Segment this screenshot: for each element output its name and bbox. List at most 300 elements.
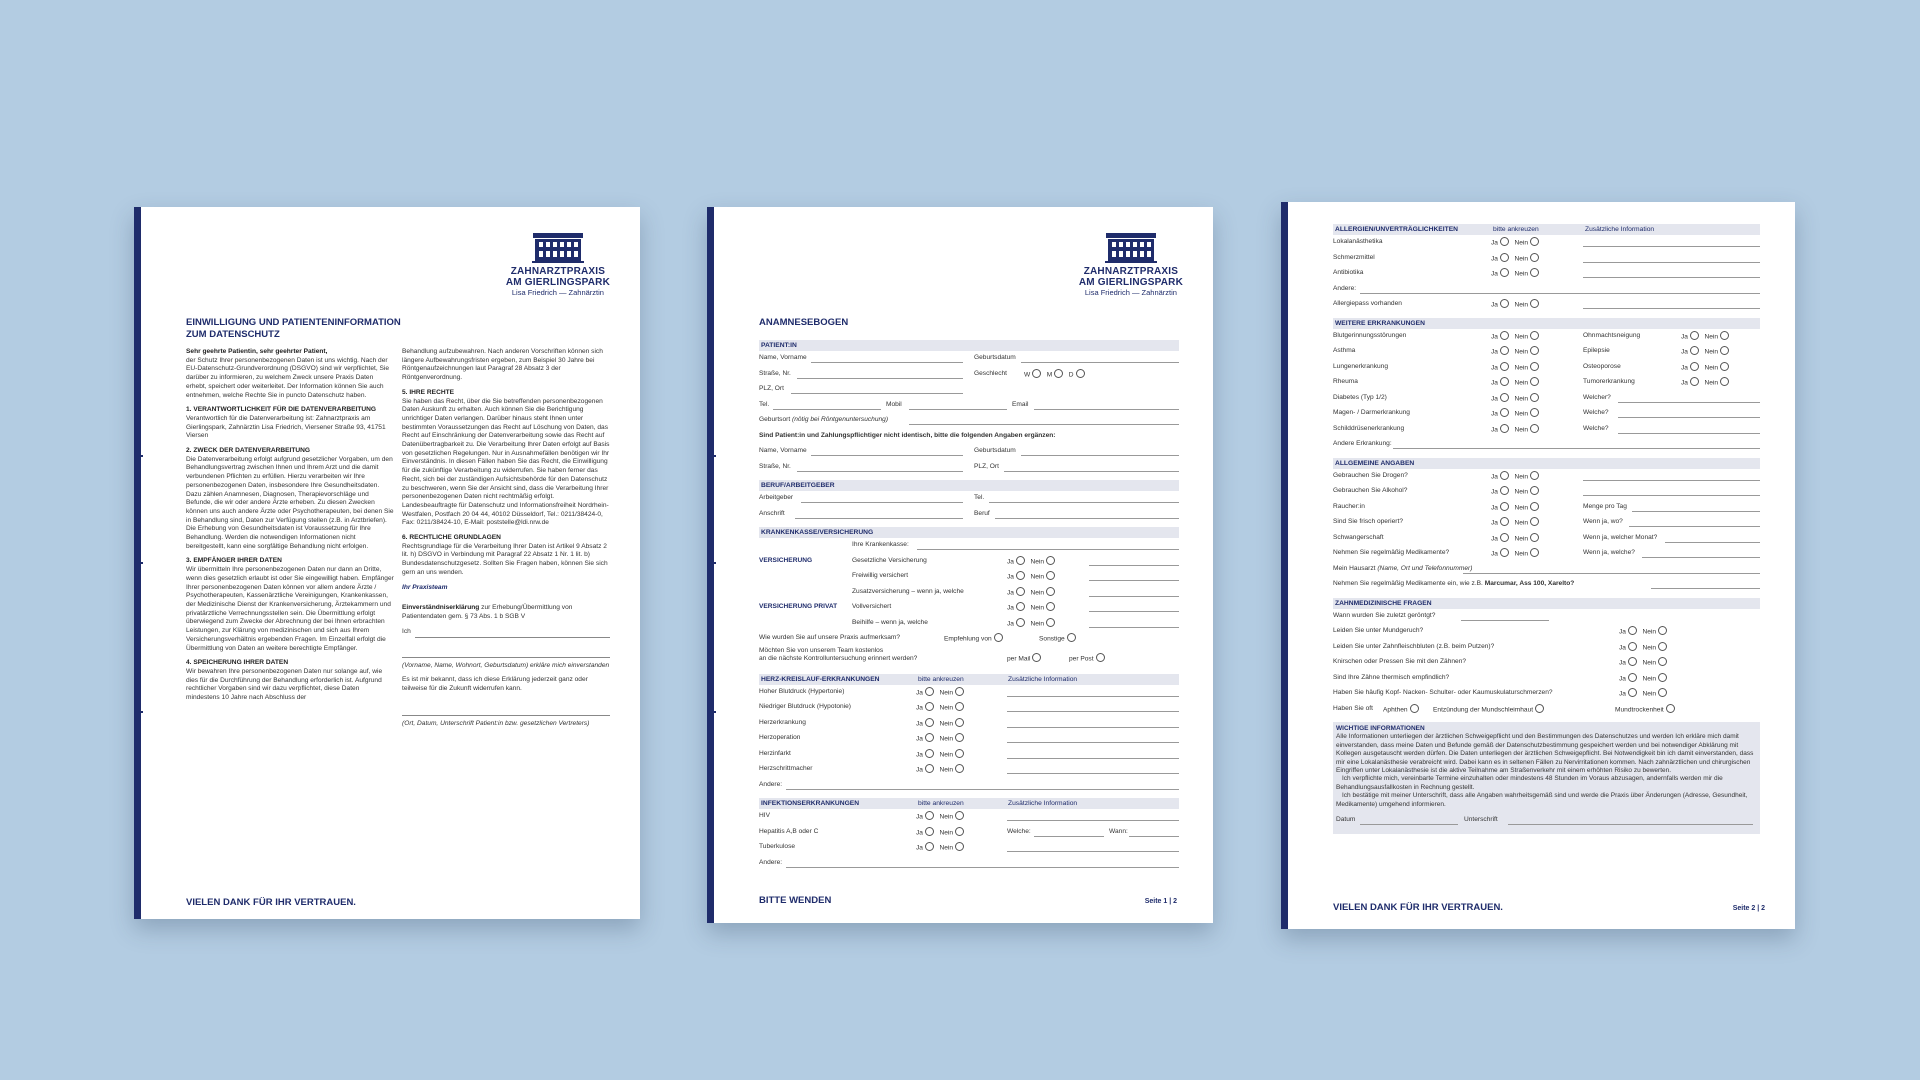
no-label: Nein [1514,519,1529,527]
paragraph [186,406,394,441]
plz-input[interactable] [791,393,963,394]
yes-label: Ja [1491,270,1498,278]
yes-radio[interactable] [1628,626,1637,635]
row-hausarzt [1333,562,1760,578]
which-input[interactable] [1034,836,1104,837]
yes-radio[interactable] [925,733,934,742]
no-label: Nein [1514,488,1529,496]
yes-no-group [1491,269,1539,278]
insurance-group-label: VERSICHERUNG PRIVAT [759,603,838,610]
dental-row [1333,686,1760,702]
info-input[interactable] [1007,851,1179,852]
yes-label: Ja [916,735,923,743]
section-title: ZAHNMEDIZINISCHE FRAGEN [1335,599,1432,607]
anamnesis-form-part1 [759,335,1179,871]
xray-date-input[interactable] [1461,620,1549,621]
title-line: ZUM DATENSCHUTZ [186,329,280,340]
section-general [1333,458,1760,469]
insurance-info-input[interactable] [1089,596,1179,597]
label: Welcher? [1583,393,1611,401]
label: Name, Vorname [759,447,807,454]
yes-radio[interactable] [1690,331,1699,340]
label: Knirschen oder Pressen Sie mit den Zähnen? [1333,658,1467,665]
label: Schilddrüsenerkrankung [1333,424,1405,432]
yes-radio[interactable] [1500,533,1509,542]
yes-radio[interactable] [1628,642,1637,651]
option-label: D [1068,370,1074,378]
no-radio[interactable] [955,811,964,820]
payer-name-input[interactable] [811,455,963,456]
info-input[interactable] [1007,758,1179,759]
employer-input[interactable] [801,502,963,503]
no-radio[interactable] [1530,471,1539,480]
column-header: Zusätzliche Information [1008,675,1078,683]
no-label: Nein [1514,550,1529,558]
yes-no-group [916,828,964,837]
no-radio[interactable] [1530,502,1539,511]
no-radio[interactable] [1658,642,1667,651]
practice-name-line1: ZAHNARZTPRAXIS [510,266,606,277]
yes-radio[interactable] [925,687,934,696]
yes-radio[interactable] [1500,268,1509,277]
yes-radio[interactable] [925,702,934,711]
no-label: Nein [1030,557,1045,565]
no-label: Nein [1642,690,1657,698]
label: Andere: [1333,284,1357,292]
document-page-privacy-consent [134,207,640,919]
label: Freiwillig versichert [852,572,909,579]
row-andere [1333,282,1760,298]
no-radio[interactable] [1046,587,1055,596]
option-label: M [1046,370,1053,378]
yes-label: Ja [1491,348,1498,356]
no-label: Nein [1514,472,1529,480]
dry-mouth-radio[interactable] [1666,704,1675,713]
no-label: Nein [939,813,954,821]
no-radio[interactable] [1530,377,1539,386]
label: Asthma [1333,347,1356,354]
yes-radio[interactable] [1500,502,1509,511]
yes-radio[interactable] [1500,517,1509,526]
yes-no-group [916,688,964,697]
info-input[interactable] [1007,727,1179,728]
no-label: Nein [939,766,954,774]
post-radio[interactable] [1096,653,1105,662]
info-input[interactable] [1007,696,1179,697]
insurance-info-input[interactable] [1089,627,1179,628]
yes-radio[interactable] [1500,408,1509,417]
paragraph-heading: 2. ZWECK DER DATENVERARBEITUNG [186,447,311,455]
date-input[interactable] [1360,824,1458,825]
row-aware [759,631,1179,647]
label: Beihilfe – wenn ja, welche [852,618,928,626]
no-label: Nein [1704,379,1719,387]
yes-no-group [1491,254,1539,263]
yes-label: Ja [1491,410,1498,418]
signature-input[interactable] [1508,824,1753,825]
thanks-footer: VIELEN DANK FÜR IHR VERTRAUEN. [186,897,356,908]
practice-name-line2: AM GIERLINGSPARK [505,277,610,288]
no-label: Nein [939,719,954,727]
label: Menge pro Tag [1583,502,1627,510]
email-input[interactable] [1034,409,1179,410]
yes-radio[interactable] [1628,673,1637,682]
label: Leiden Sie unter Mundgeruch? [1333,627,1424,634]
section-dental [1333,598,1760,609]
yes-radio[interactable] [1500,393,1509,402]
no-radio[interactable] [1530,408,1539,417]
section-title: ALLGEMEINE ANGABEN [1335,459,1415,467]
insurance-info-input[interactable] [1089,611,1179,612]
yes-radio[interactable] [1500,377,1509,386]
insurance-info-input[interactable] [1089,580,1179,581]
no-radio[interactable] [1658,626,1667,635]
label: Osteoporose [1583,362,1621,370]
disease-row [1333,344,1760,360]
column-header: Zusätzliche Information [1008,800,1078,807]
spine-tick [134,711,143,713]
info-input[interactable] [1583,277,1760,278]
paragraph-text: Die Datenverarbeitung erfolgt aufgrund gesetzlicher Vorgaben, um den Behandlungsvertrag zwischen Ihnen und Ihrem Arzt und die damit verbundenen Pflichten zu erfüllen. Hierzu verarbeiten wir Ihre personenbezogenen Daten, insbesondere Ihre Gesundheitsdaten. Dazu zählen Anamnesen, Diagnosen, Therapievorschläge und Befunde, die wir oder andere Ärzte erheben. Zu diesen Zwecken können uns auch andere Ärzte oder Psychotherapeuten, bei denen Sie in Behandlung sind, Daten zur Verfügung stellen (z.B. in Arztbriefen). Die Erhebung von Gesundheitsdaten ist Voraussetzung für Ihre Behandlung. Werden die notwendigen Informationen nicht bereitgestellt, kann eine sorgfältige Behandlung nicht erfolgen. [186,455,394,550]
row-reminder [759,647,1179,669]
other-input[interactable] [786,789,1179,790]
turn-page-footer: BITTE WENDEN [759,895,832,906]
yes-radio[interactable] [925,842,934,851]
mobile-input[interactable] [909,409,1007,410]
row-xray [1333,609,1760,625]
insurance-group-label: VERSICHERUNG [759,556,813,564]
info-input[interactable] [1583,262,1760,263]
general-row [1333,546,1760,562]
info-input[interactable] [1583,246,1760,247]
gp-input[interactable] [1463,573,1760,574]
other-infection-input[interactable] [786,867,1179,868]
yes-no-group [1491,347,1539,356]
yes-radio[interactable] [1690,346,1699,355]
no-radio[interactable] [955,733,964,742]
anamnesis-form-part2 [1333,224,1760,834]
gender-m-radio[interactable] [1054,369,1063,378]
info-input[interactable] [1007,711,1179,712]
tel-input[interactable] [773,409,881,410]
practice-name-line2: AM GIERLINGSPARK [1078,277,1183,288]
yes-no-group [1491,472,1539,481]
info-input[interactable] [1583,480,1760,481]
paragraph-text: der Schutz Ihrer personenbezogenen Daten ist uns wichtig. Nach der EU-Datenschutz-Grundverordnung (DSGVO) sind wir verpflichtet, Sie darüber zu informieren, zu welchem Zweck unsere Praxis Daten erhebt, speichert oder weiterleitet. Der Information können Sie auch entnehmen, welche Rechte Sie in puncto Datenschutz haben. [186,356,390,399]
no-radio[interactable] [1046,556,1055,565]
yes-radio[interactable] [1500,331,1509,340]
signature-line[interactable] [402,706,610,716]
no-radio[interactable] [1530,424,1539,433]
spine-tick [707,711,716,713]
dental-row [1333,640,1760,656]
label: Ja [1491,301,1498,309]
no-radio[interactable] [1658,657,1667,666]
no-radio[interactable] [1046,618,1055,627]
yes-radio[interactable] [1500,548,1509,557]
mail-radio[interactable] [1032,653,1041,662]
label: Andere Erkrankung: [1333,440,1392,447]
no-label: Nein [939,828,954,836]
yes-radio[interactable] [1690,362,1699,371]
yes-radio[interactable] [1628,657,1637,666]
option-label: W [1024,370,1031,378]
no-radio[interactable] [1658,688,1667,697]
label: Schmerzmittel [1333,253,1375,261]
gender-w-radio[interactable] [1032,369,1041,378]
no-radio[interactable] [1530,548,1539,557]
yes-no-group [1007,603,1055,612]
label-bold: Marcumar, Ass 100, Xarelto? [1484,580,1575,587]
yes-no-group [916,750,964,759]
section-title: KRANKENKASSE/VERSICHERUNG [761,529,874,536]
name-input[interactable] [811,362,963,363]
checklist-row [1333,251,1760,267]
row-birthplace [759,413,1179,429]
which-input[interactable] [1618,433,1760,434]
paragraph-text: Sie haben das Recht, über die Sie betreffenden personenbezogenen Daten Auskunft zu erhalten. Auch können Sie die Berichtigung unrichtiger Daten verlangen. Darüber hinaus steht Ihnen unter bestimmten Voraussetzungen das Recht auf Löschung von Daten, das Recht auf Einschränkung der Datenverarbeitung sowie das Recht auf Datenübertragbarkeit zu. Die Verarbeitung Ihrer Daten erfolgt auf Basis von gesetzlichen Regelungen. Nur in Ausnahmefällen benötigen wir Ihr Einverständnis. In diesen Fällen haben Sie das Recht, die Einwilligung für die zukünftige Verarbeitung zu widerrufen. Sie haben ferner das Recht, sich bei der zuständigen Aufsichtsbehörde für den Datenschutz zu beschweren, wenn Sie der Ansicht sind, dass die Verarbeitung Ihrer personenbezogenen Daten nicht rechtmäßig erfolgt. Landesbeauftragte für Datenschutz und Informationsfreiheit Nordrhein-Westfalen, Postfach 20 04 44, 40102 Düsseldorf, Tel.: 0211/38424-0, Fax: 0211/38424-10, E-Mail: poststelle@ldi.nrw.de [402,397,610,527]
paragraph-heading: Sehr geehrte Patientin, sehr geehrter Patient, [186,348,328,355]
no-radio[interactable] [955,749,964,758]
info-input[interactable] [1007,820,1179,821]
other-allergy-input[interactable] [1360,293,1760,294]
label: Andere: [759,780,783,788]
practice-dentist: Lisa Friedrich — Zahnärztin [511,288,604,297]
kasse-input[interactable] [917,549,1179,550]
yes-no-group [1681,332,1729,341]
disease-row [1333,422,1760,438]
yes-radio[interactable] [1628,688,1637,697]
practice-name-line1: ZAHNARZTPRAXIS [1083,266,1179,277]
column-header: bitte ankreuzen [918,675,964,683]
no-radio[interactable] [1530,393,1539,402]
no-radio[interactable] [1530,517,1539,526]
column-header: bitte ankreuzen [1493,226,1539,233]
no-label: Nein [1030,604,1045,612]
label: Mein Hausarzt [1333,564,1376,572]
no-radio[interactable] [955,764,964,773]
name-input-line[interactable] [415,628,610,638]
yes-label: Ja [1491,519,1498,527]
info-input[interactable] [1642,557,1760,558]
no-radio[interactable] [1530,346,1539,355]
street-input[interactable] [797,378,963,379]
yes-radio[interactable] [1500,346,1509,355]
label: Andere: [759,858,783,866]
no-radio[interactable] [1658,673,1667,682]
yes-label: Ja [1491,472,1498,480]
dental-row [1333,624,1760,640]
paragraph [402,348,610,383]
checklist-row [759,731,1179,747]
yes-radio[interactable] [1016,571,1025,580]
yes-radio[interactable] [1690,377,1699,386]
no-radio[interactable] [955,827,964,836]
label: Herzinfarkt [759,749,791,757]
yes-radio[interactable] [1016,618,1025,627]
label: Nehmen Sie regelmäßig Medikamente ein, wie z.B. [1333,580,1483,587]
no-radio[interactable] [1530,253,1539,262]
row-payer-name [759,444,1179,460]
yes-no-group [1007,557,1055,566]
no-radio[interactable] [1720,331,1729,340]
employer-tel-input[interactable] [989,502,1179,503]
other-disease-input[interactable] [1393,448,1760,449]
yes-radio[interactable] [1500,237,1509,246]
yes-no-group [1491,378,1539,387]
yes-radio[interactable] [1500,471,1509,480]
when-input[interactable] [1129,836,1179,837]
payer-birthdate-input[interactable] [1021,455,1179,456]
yes-radio[interactable] [925,827,934,836]
label: Geburtsort [759,416,791,423]
medication-input[interactable] [1651,588,1760,589]
yes-no-group [1007,588,1055,597]
no-radio[interactable] [955,687,964,696]
yes-radio[interactable] [1500,253,1509,262]
spine-tick [134,455,143,457]
label: per Post [1069,654,1094,662]
yes-radio[interactable] [1500,424,1509,433]
info-input[interactable] [1632,511,1760,512]
consent-text: zur Erhebung/Übermittlung von Patientendaten gem. § 73 Abs. 1 b SGB V [402,604,573,620]
employer-address-input[interactable] [795,518,963,519]
info-input[interactable] [1007,742,1179,743]
yes-label: Ja [1491,379,1498,387]
payer-plz-input[interactable] [1004,471,1179,472]
no-radio[interactable] [955,702,964,711]
job-input[interactable] [995,518,1179,519]
label: Wenn ja, welcher Monat? [1583,533,1658,541]
no-radio[interactable] [955,842,964,851]
label: Mobil [886,400,902,408]
yes-no-group [1681,378,1729,387]
no-radio[interactable] [1530,237,1539,246]
no-radio[interactable] [1046,602,1055,611]
which-input[interactable] [1618,417,1760,418]
label: Straße, Nr. [759,462,791,470]
no-radio[interactable] [1720,362,1729,371]
no-label: Nein [1514,425,1529,433]
yes-radio[interactable] [925,764,934,773]
yes-radio[interactable] [925,811,934,820]
no-radio[interactable] [1530,362,1539,371]
no-label: Nein [1704,348,1719,356]
yes-label: Ja [916,813,923,821]
yes-radio[interactable] [925,718,934,727]
row-andere-erk [1333,437,1760,453]
document-page-anamnesis-1 [707,207,1213,923]
section-insurance [759,527,1179,538]
label: Herzoperation [759,734,801,741]
label: Tumorerkrankung [1583,378,1635,385]
yes-no-group [1491,503,1539,512]
no-radio[interactable] [955,718,964,727]
row-signature [1336,813,1757,829]
label: Leiden Sie unter Zahnfleischbluten (z.B. beim Putzen)? [1333,642,1495,650]
yes-no-group [1619,658,1667,667]
no-radio[interactable] [1046,571,1055,580]
yes-no-group [916,734,964,743]
no-label: Nein [1514,410,1529,418]
checklist-row [759,685,1179,701]
label: Haben Sie häufig Kopf- Nacken- Schulter- oder Kaumuskulaturschmerzen? [1333,689,1553,696]
yes-label: Ja [916,750,923,758]
label: Zusatzversicherung – wenn ja, welche [852,587,964,595]
no-radio[interactable] [1720,346,1729,355]
spine-tick [707,562,716,564]
label: Sind Sie frisch operiert? [1333,518,1404,525]
important-info-box [1333,722,1760,834]
yes-radio[interactable] [925,749,934,758]
disease-row [1333,375,1760,391]
label: Gebrauchen Sie Drogen? [1333,471,1408,479]
no-radio[interactable] [1530,533,1539,542]
paragraph-heading: 5. IHRE RECHTE [402,388,455,396]
no-radio[interactable] [1530,331,1539,340]
info-input[interactable] [1629,526,1760,527]
insurance-rows [759,554,1179,632]
no-label: Nein [1642,628,1657,636]
birthdate-input[interactable] [1021,362,1179,363]
row-street [759,367,1179,383]
birthplace-input[interactable] [909,424,1179,425]
inflammation-radio[interactable] [1535,704,1544,713]
gender-d-radio[interactable] [1076,369,1085,378]
no-label: Nein [1030,573,1045,581]
label: Wie wurden Sie auf unsere Praxis aufmerksam? [759,634,901,641]
yes-no-group [1491,363,1539,372]
no-radio[interactable] [1720,377,1729,386]
yes-label: Ja [1007,619,1014,627]
info-paragraph: Ich verpflichte mich, vereinbarte Termine einzuhalten oder mindestens 48 Stunden im Voraus abzusagen, andernfalls werden mir die Behandlungsausfallkosten in Rechnung gestellt. [1336,775,1723,791]
name-input-line-2[interactable] [402,648,610,658]
yes-radio[interactable] [1016,556,1025,565]
label: Geschlecht [974,369,1007,377]
recommend-radio[interactable] [994,633,1003,642]
yes-no-group [1491,425,1539,434]
yes-radio[interactable] [1500,486,1509,495]
yes-radio[interactable] [1500,299,1509,308]
yes-radio[interactable] [1016,587,1025,596]
page-spine [1281,202,1288,929]
section-title: WEITERE ERKRANKUNGEN [1335,319,1425,327]
other-radio[interactable] [1067,633,1076,642]
yes-label: Ja [1619,674,1626,682]
label: Geburtsdatum [974,354,1016,361]
yes-radio[interactable] [1016,602,1025,611]
yes-radio[interactable] [1500,362,1509,371]
no-radio[interactable] [1530,268,1539,277]
info-input[interactable] [1007,773,1179,774]
info-input[interactable] [1665,542,1760,543]
yes-no-group [916,812,964,821]
row-plz [759,382,1179,398]
aphthen-radio[interactable] [1410,704,1419,713]
label: Diabetes (Typ 1/2) [1333,393,1387,401]
payer-street-input[interactable] [797,471,963,472]
insurance-info-input[interactable] [1089,565,1179,566]
which-input[interactable] [1618,402,1760,403]
row-notice [759,429,1179,445]
no-radio[interactable] [1530,299,1539,308]
info-input[interactable] [1583,308,1760,309]
yes-label: Ja [1491,363,1498,371]
yes-no-group [916,719,964,728]
no-radio[interactable] [1530,486,1539,495]
info-input[interactable] [1583,495,1760,496]
general-row [1333,500,1760,516]
